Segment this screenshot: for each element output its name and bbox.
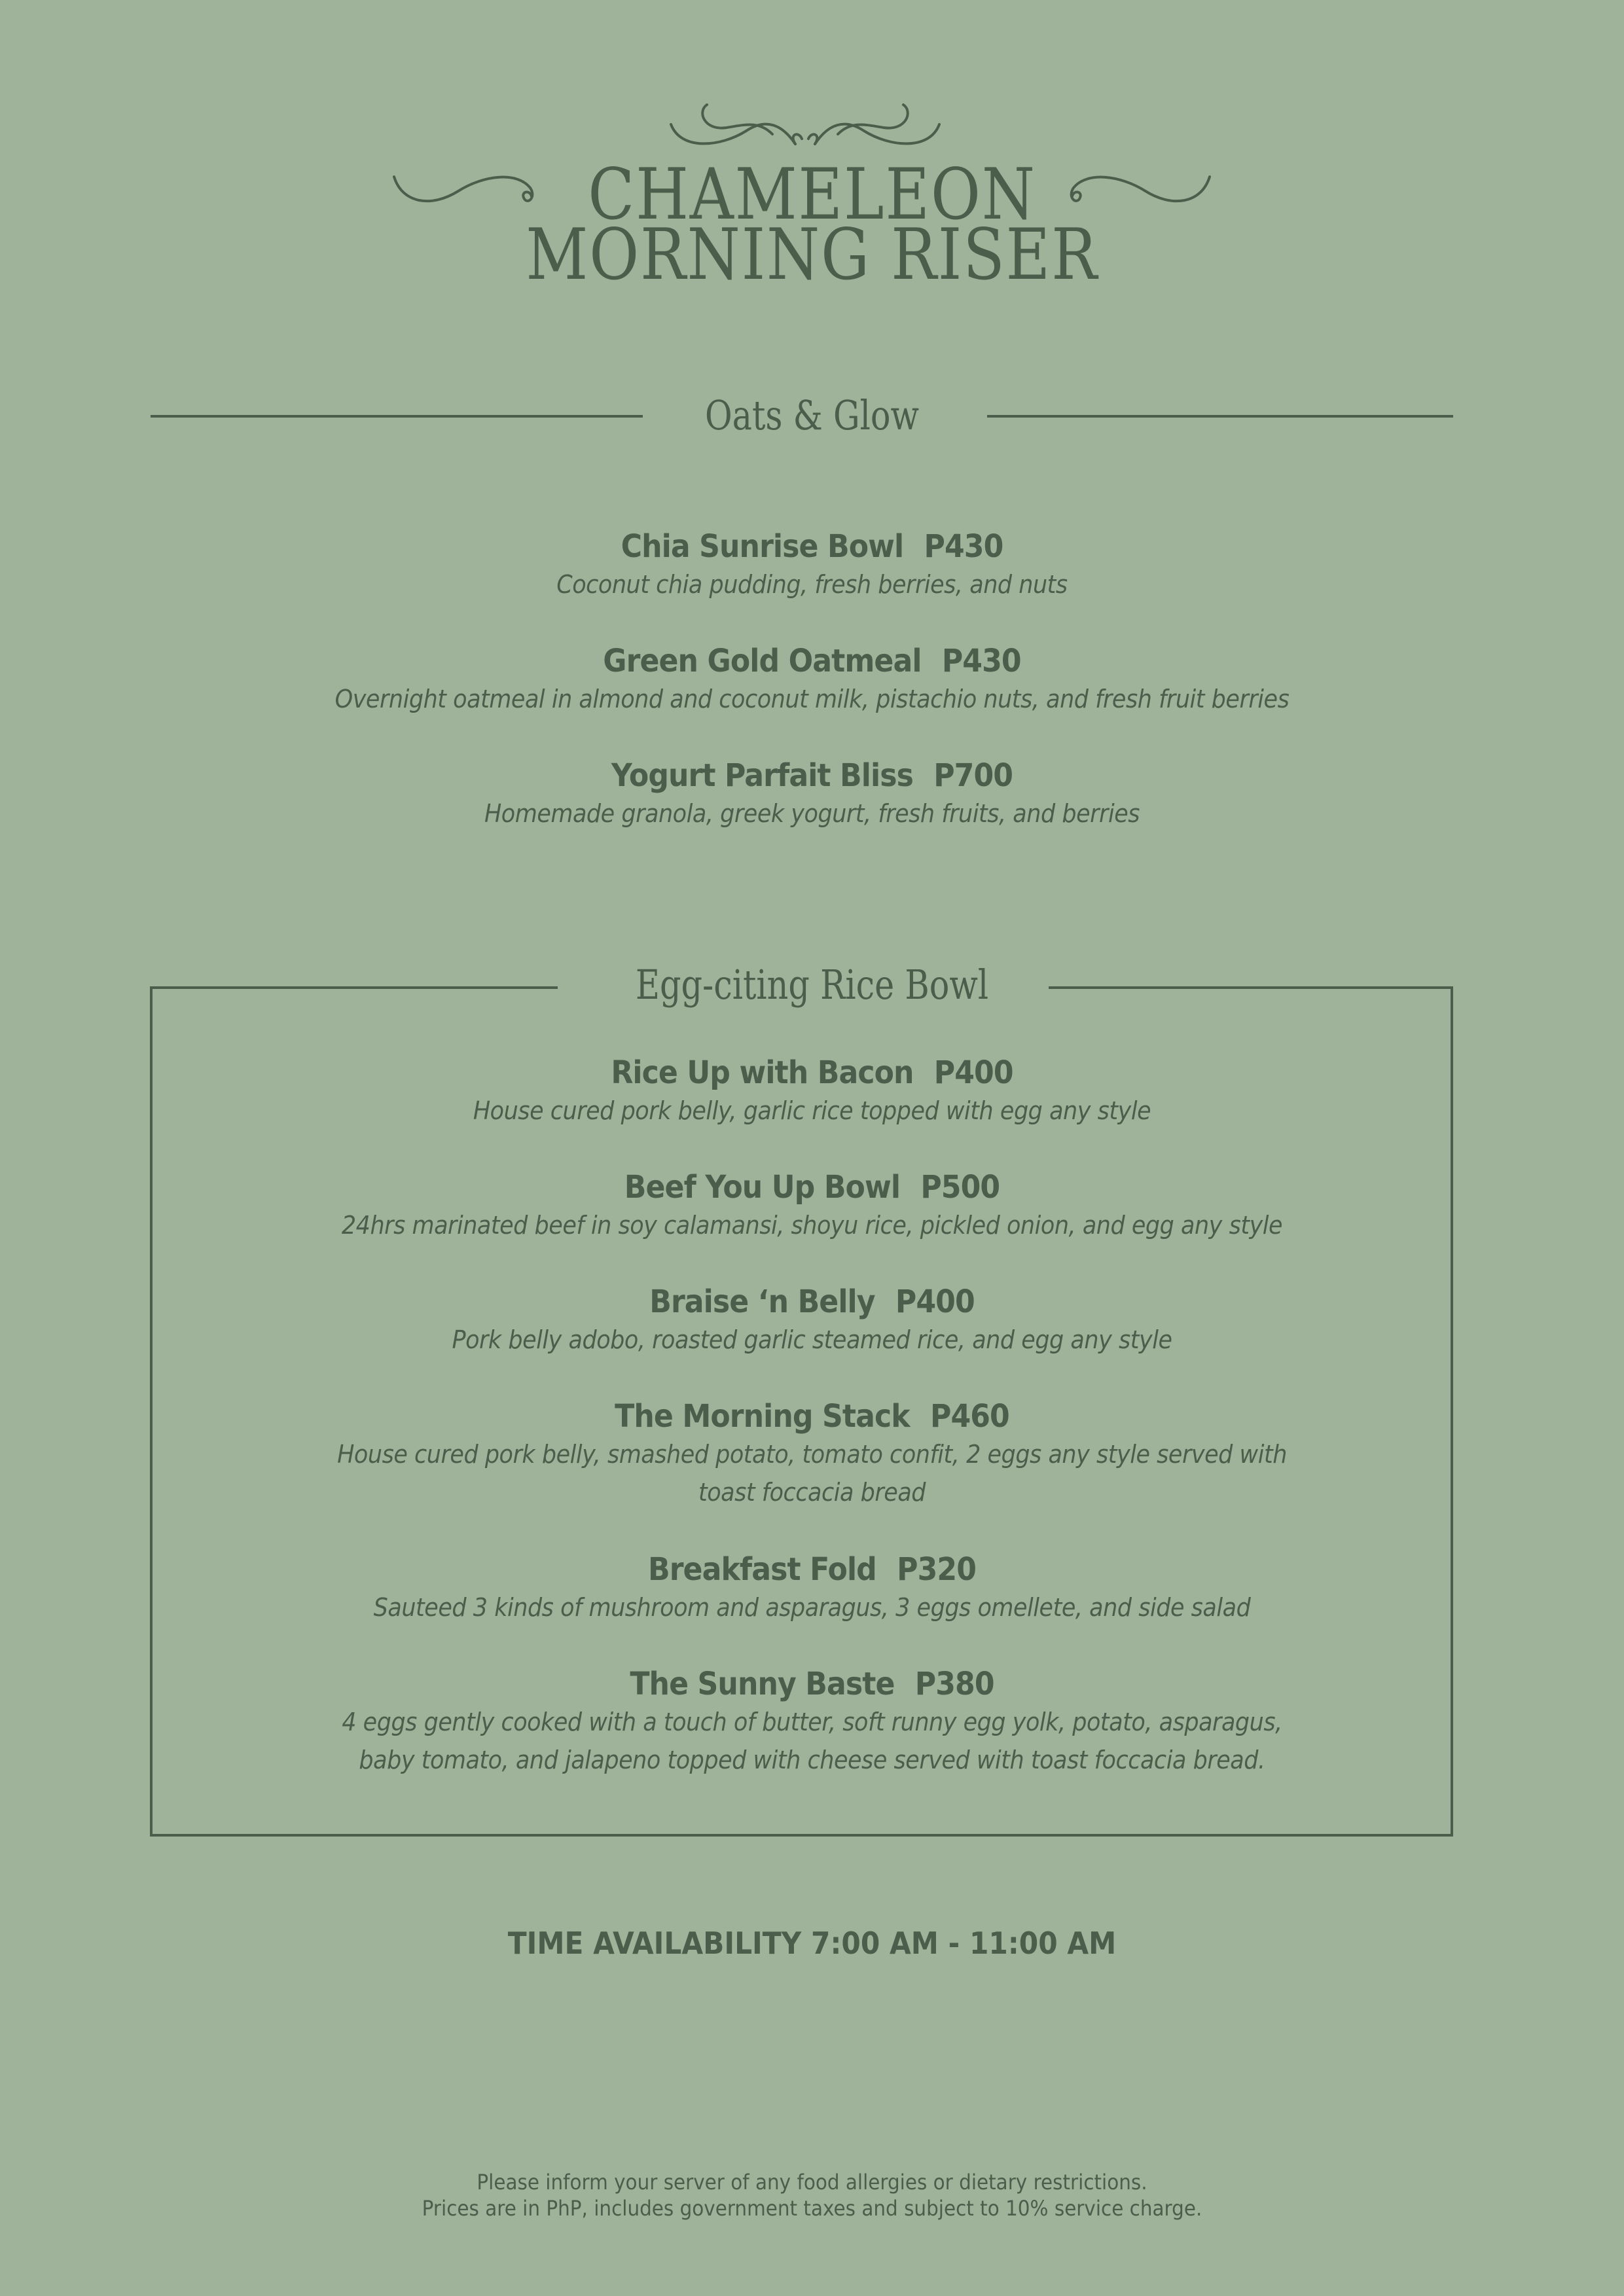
section-heading-rice-bowl: Egg-citing Rice Bowl [635,961,989,1009]
item-price: P400 [895,1283,975,1320]
item-description-line-2: toast foccacia bread [698,1478,926,1507]
flourish-top-icon [668,98,943,154]
item-price: P700 [933,757,1013,794]
menu-item [0,1665,1624,1779]
item-price: P500 [920,1169,1000,1206]
item-description-line-2: baby tomato, and jalapeno topped with cheese served with toast foccacia bread. [359,1746,1265,1774]
item-name: Beef You Up Bowl [624,1169,901,1206]
item-name: Rice Up with Bacon [611,1054,914,1091]
item-description: Sauteed 3 kinds of mushroom and asparagus, 3 eggs omellete, and side salad [373,1593,1251,1622]
time-availability: TIME AVAILABILITY 7:00 AM - 11:00 AM [507,1926,1117,1961]
menu-item [0,1168,1624,1244]
item-description: House cured pork belly, garlic rice topped with egg any style [473,1096,1151,1125]
restaurant-title [0,154,1624,296]
item-name: Braise ‘n Belly [649,1283,875,1320]
item-description: Homemade granola, greek yogurt, fresh fruits, and berries [484,799,1140,828]
menu-item [0,1551,1624,1626]
item-description: House cured pork belly, smashed potato, tomato confit, 2 eggs any style served with [337,1440,1287,1469]
item-description: 24hrs marinated beef in soy calamansi, shoyu rice, pickled onion, and egg any style [341,1211,1283,1240]
title-line-2: MORNING RISER [526,214,1098,296]
item-name: Yogurt Parfait Bliss [611,757,913,794]
item-price: P400 [933,1054,1013,1091]
allergy-note: Please inform your server of any food allergies or dietary restrictions. [477,2170,1147,2195]
menu-item [0,642,1624,718]
item-price: P320 [897,1551,977,1588]
item-description: 4 eggs gently cooked with a touch of butter, soft runny egg yolk, potato, asparagus, [342,1708,1282,1736]
item-price: P380 [914,1666,994,1702]
item-name: Breakfast Fold [647,1551,876,1588]
section-heading-oats: Oats & Glow [704,391,920,439]
menu-item [0,1397,1624,1511]
item-price: P460 [929,1398,1009,1435]
item-price: P430 [924,528,1003,565]
item-name: The Morning Stack [615,1398,910,1435]
item-description: Overnight oatmeal in almond and coconut milk, pistachio nuts, and fresh fruit berries [334,685,1290,713]
item-price: P430 [941,643,1021,679]
item-name: Chia Sunrise Bowl [621,528,904,565]
footer-notes [65,2169,1559,2221]
item-name: The Sunny Baste [630,1666,895,1702]
menu-item [0,1283,1624,1359]
menu-item [0,1054,1624,1130]
item-name: Green Gold Oatmeal [603,643,922,679]
price-note: Prices are in PhP, includes government taxes and subject to 10% service charge. [422,2196,1202,2221]
title-line-1: CHAMELEON [588,154,1036,236]
menu-item [0,757,1624,833]
item-description: Coconut chia pudding, fresh berries, and nuts [556,570,1068,599]
item-description: Pork belly adobo, roasted garlic steamed rice, and egg any style [452,1325,1172,1354]
menu-item [0,528,1624,603]
